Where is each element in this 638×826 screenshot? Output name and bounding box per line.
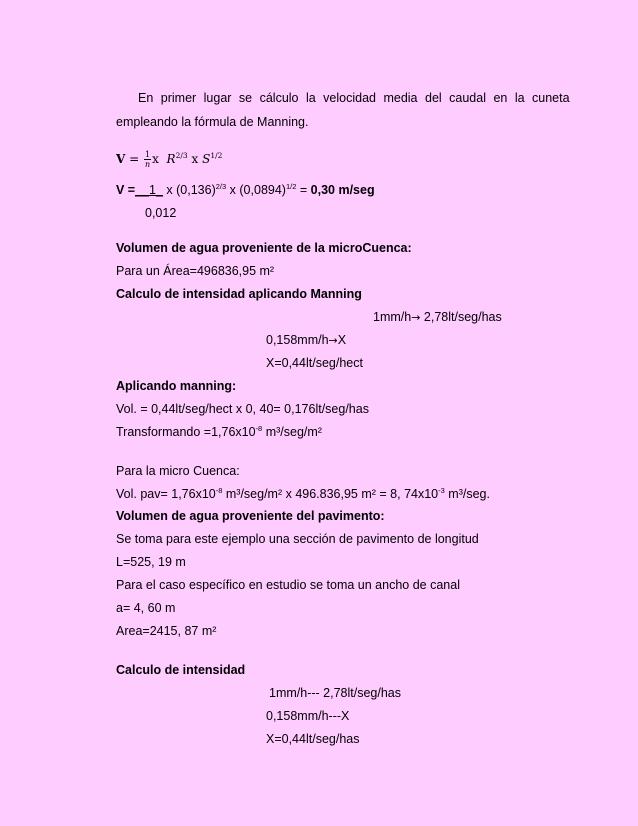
manning-formula — [116, 150, 222, 169]
vpav-exp-1: -8 — [215, 485, 223, 495]
calc-denominator: 0,012 — [145, 206, 177, 220]
applying-heading: Aplicando manning: — [116, 379, 237, 393]
intro-line-2: empleando la fórmula de Manning. — [116, 115, 309, 129]
pavement-line-4: a= 4, 60 m — [116, 601, 176, 615]
transform-text: Transformando =1,76x10 — [116, 425, 256, 439]
calc-mid2: x (0,0894) — [226, 183, 286, 197]
vpav-exp-2: -3 — [438, 485, 445, 495]
calc-mid3: = — [296, 183, 311, 197]
formula-x2: x — [191, 152, 199, 166]
formula-r: R — [166, 152, 176, 166]
formula-s: S — [202, 152, 211, 166]
transform-unit: m³/seg/m² — [262, 425, 322, 439]
formula-v: V — [116, 152, 126, 166]
formula-frac-num: 1 — [145, 150, 151, 159]
micro-rule-2 — [266, 332, 346, 349]
formula-x1: x — [152, 152, 159, 166]
arrow-icon: → — [328, 334, 338, 347]
pavement-line-3: Para el caso específico en estudio se toma un ancho de canal — [116, 578, 460, 592]
velocity-calculation — [116, 182, 375, 198]
intro-line-1: En primer lugar se cálculo la velocidad media del caudal en la cuneta — [138, 91, 570, 105]
pavement-line-1: Se toma para este ejemplo una sección de pavimento de longitud — [116, 532, 479, 546]
pavement-line-2: L=525, 19 m — [116, 555, 186, 569]
vpav-text-a: Vol. pav= 1,76x10 — [116, 487, 216, 501]
pavement-intensity-heading: Calculo de intensidad — [116, 663, 246, 677]
rule-2-right: X — [337, 333, 347, 347]
calc-mid1: x (0,136) — [166, 183, 216, 197]
rule-2-left: 0,158mm/h — [266, 333, 329, 347]
vpav-text-c: m³/seg. — [444, 487, 490, 501]
micro-area: Para un Área=496836,95 m² — [116, 264, 275, 278]
calc-exp1: 2/3 — [215, 181, 227, 191]
vpav-text-b: m³/seg/m² x 496.836,95 m² = 8, 74x10 — [222, 487, 439, 501]
pavement-line-5: Area=2415, 87 m² — [116, 624, 217, 638]
formula-s-exp: 1/2 — [210, 151, 223, 160]
micro-transform — [116, 424, 322, 440]
formula-eq: = — [129, 152, 140, 166]
formula-fraction — [144, 150, 151, 169]
arrow-icon: → — [411, 311, 421, 324]
micro-rule-1 — [373, 309, 502, 326]
pavement-rule-3: X=0,44lt/seg/has — [266, 732, 360, 746]
micro-rule-3: X=0,44lt/seg/hect — [266, 356, 363, 370]
for-micro-label: Para la micro Cuenca: — [116, 464, 240, 478]
micro-volume: Vol. = 0,44lt/seg/hect x 0, 40= 0,176lt/seg/has — [116, 402, 369, 416]
pav-volume — [116, 486, 490, 502]
pavement-rule-1: 1mm/h--- 2,78lt/seg/has — [269, 686, 401, 700]
micro-intensity-heading: Calculo de intensidad aplicando Manning — [116, 287, 362, 301]
calc-prefix: V = — [116, 183, 136, 197]
pavement-heading: Volumen de agua proveniente del pavimento: — [116, 509, 385, 523]
formula-frac-den: n — [145, 160, 151, 169]
calc-result: 0,30 m/seg — [310, 183, 375, 197]
calc-exp2: 1/2 — [285, 181, 297, 191]
transform-exp: -8 — [255, 423, 263, 433]
calc-one: __1_ — [135, 183, 163, 197]
rule-1-right: 2,78lt/seg/has — [420, 310, 502, 324]
pavement-rule-2: 0,158mm/h---X — [266, 709, 350, 723]
rule-1-left: 1mm/h — [373, 310, 412, 324]
formula-r-exp: 2/3 — [175, 151, 188, 160]
micro-heading: Volumen de agua proveniente de la microCuenca: — [116, 241, 412, 255]
